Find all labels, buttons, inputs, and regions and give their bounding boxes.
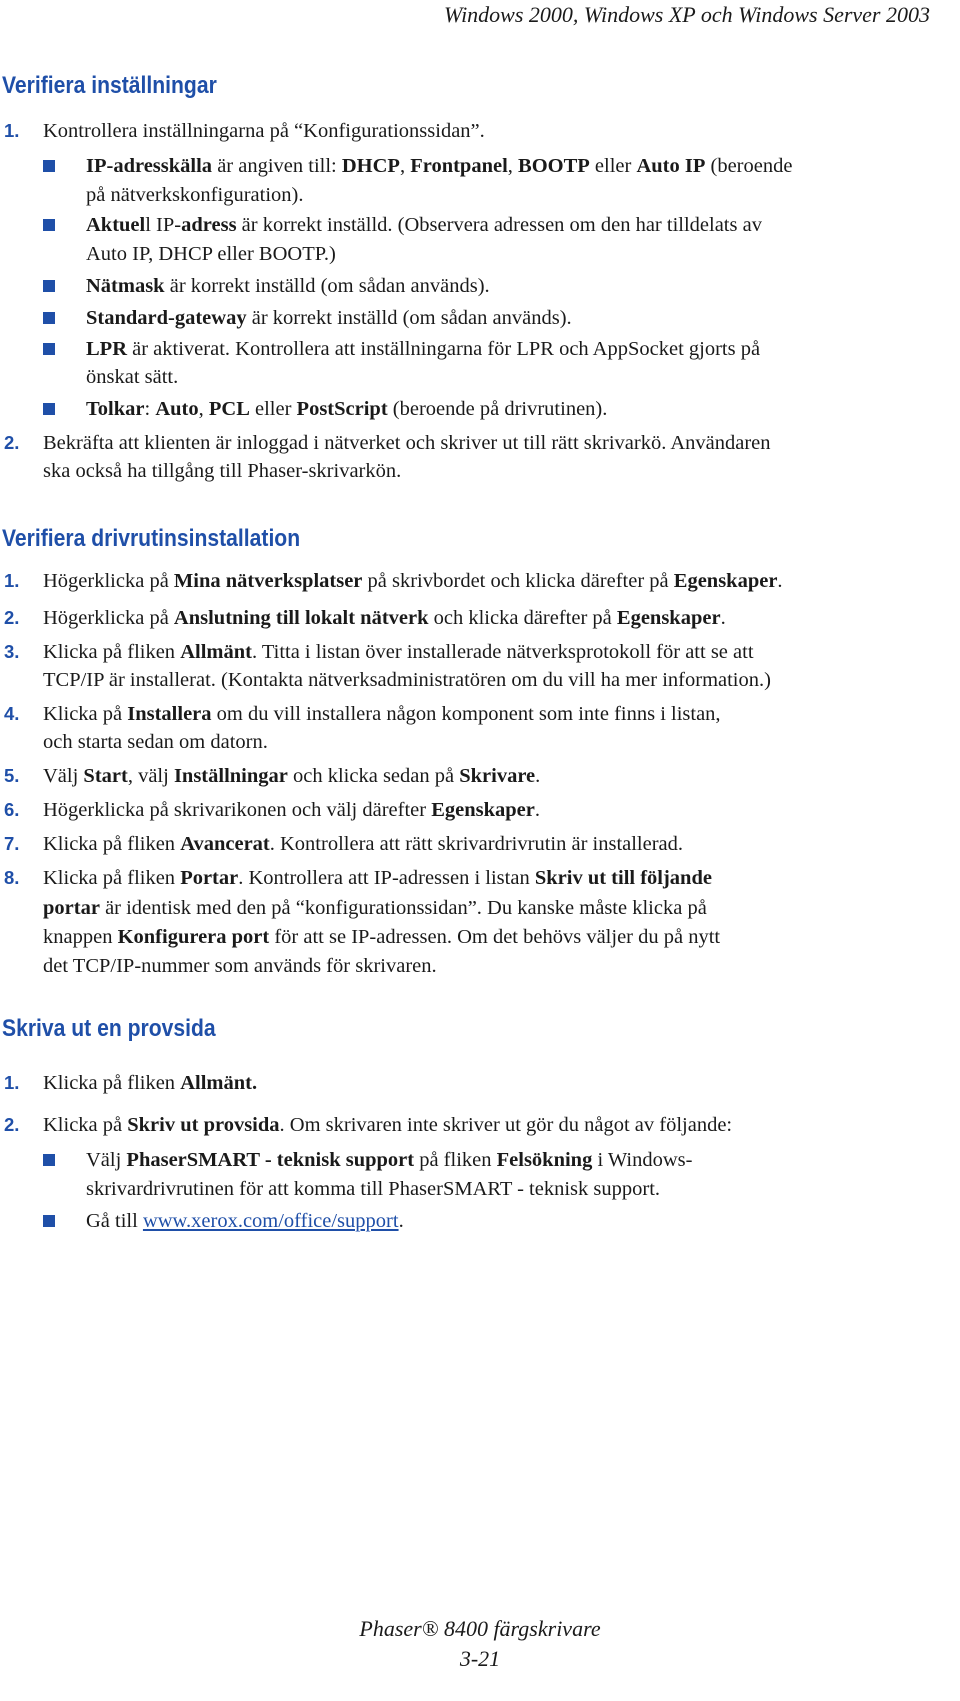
step-number: 2. xyxy=(4,1114,20,1135)
step-number: 1. xyxy=(4,1072,20,1093)
bullet-square-icon xyxy=(43,343,55,355)
step-number: 5. xyxy=(4,765,20,786)
step-number: 2. xyxy=(4,607,20,628)
step-number: 6. xyxy=(4,799,20,820)
bullet-square-icon xyxy=(43,312,55,324)
step-number: 4. xyxy=(4,703,20,724)
bullet-text: Tolkar: Auto, PCL eller PostScript (beroende på drivrutinen). xyxy=(86,398,608,420)
bullet-square-icon xyxy=(43,403,55,415)
bullet-square-icon xyxy=(43,280,55,292)
step-text: Välj Start, välj Inställningar och klicka sedan på Skrivare. xyxy=(43,765,541,787)
step-number: 1. xyxy=(4,120,20,141)
bullet-text: Gå till www.xerox.com/office/support. xyxy=(86,1210,404,1232)
bullet-text: IP-adresskälla är angiven till: DHCP, Frontpanel, BOOTP eller Auto IP (beroende xyxy=(86,155,793,177)
step-number: 2. xyxy=(4,432,20,453)
bullet-text: Standard-gateway är korrekt inställd (om sådan används). xyxy=(86,307,572,329)
step-text: Klicka på fliken Avancerat. Kontrollera att rätt skrivardrivrutin är installerad. xyxy=(43,833,684,855)
bullet-square-icon xyxy=(43,1154,55,1166)
support-link[interactable]: www.xerox.com/office/support xyxy=(142,1210,399,1232)
step-number: 3. xyxy=(4,641,20,662)
bullet-text: Välj PhaserSMART - teknisk support på fliken Felsökning i Windows- xyxy=(86,1149,693,1171)
bullet-text: Aktuell IP-adress är korrekt inställd. (Observera adressen om den har tilldelats av xyxy=(86,214,762,236)
footer-product: Phaser® 8400 färgskrivare xyxy=(359,1616,601,1641)
running-header: Windows 2000, Windows XP och Windows Server 2003 xyxy=(443,2,930,27)
step-text: Klicka på Installera om du vill installera någon komponent som inte finns i listan, xyxy=(43,703,721,725)
bullet-text: Nätmask är korrekt inställd (om sådan används). xyxy=(86,275,490,297)
step-text: Klicka på fliken Allmänt. Titta i listan över installerade nätverksprotokoll för att se att xyxy=(43,641,754,663)
step-text: Högerklicka på skrivarikonen och välj därefter Egenskaper. xyxy=(43,799,540,821)
step-number: 7. xyxy=(4,833,20,854)
document-page: Windows 2000, Windows XP och Windows Server 2003 Verifiera inställningar 1. Kontrollera inställningarna på “Konfigurationssidan”. IP-adresskälla är angiven till: DHCP, Frontpanel, BOOTP eller Auto IP (beroende på nätverkskonfiguration). Aktuell IP-adress är korrekt inställd. (Observera adressen om den har tilldelats av Auto IP, DHCP eller BOOTP.) Nätmask är korrekt inställd (om sådan används). Standard-gateway är korrekt inställd (om sådan används). LPR är aktiverat. Kontrollera att inställningarna för LPR och AppSocket gjorts på önskat sätt. Tolkar: Auto, PCL eller PostScript (beroende på drivrutinen). 2. Bekräfta att klienten är inloggad i nätverket och skriver ut till rätt skrivarkö. Användaren ska också ha tillgång till Phaser-skrivarkön. Verifiera drivrutinsinstallation 1. Högerklicka på Mina nätverksplatser på skrivbordet och klicka därefter på Egenskaper. 2. Högerklicka på Anslutning till lokalt nätverk och klicka därefter på Egenskaper. 3. Klicka på fliken Allmänt. Titta i listan över installerade nätverksprotokoll för att se att TCP/IP är installerat. (Kontakta nätverksadministratören om du vill ha mer information.) 4. Klicka på Installera om du vill installera någon komponent som inte finns i listan, och starta sedan om datorn. 5. Välj Start, välj Inställningar och klicka sedan på Skrivare. 6. Högerklicka på skrivarikonen och välj därefter Egenskaper. 7. Klicka på fliken Avancerat. Kontrollera att rätt skrivardrivrutin är installerad. 8. Klicka på fliken Portar. Kontrollera att IP-adressen i listan Skriv ut till följande portar är identisk med den på “konfigurationssidan”. Du kanske måste klicka på knappen Konfigurera port för att se IP-adressen. Om det behövs väljer du på nytt det TCP/IP-nummer som används för skrivaren. Skriva ut en provsida 1. Klicka på fliken Allmänt. 2. Klicka på Skriv ut provsida. Om skrivaren inte skriver ut gör du något av följande: Välj PhaserSMART - teknisk support på fliken Felsökning i Windows- skrivardrivrutinen för att komma till PhaserSMART - teknisk support. Gå till www.xerox.com/office/support. Phaser® 8400 färgskrivare 3-21 xyxy=(0,0,960,1701)
bullet-square-icon xyxy=(43,1215,55,1227)
heading-verify-settings: Verifiera inställningar xyxy=(2,72,217,99)
step-number: 1. xyxy=(4,570,20,591)
step-text: Högerklicka på Anslutning till lokalt nätverk och klicka därefter på Egenskaper. xyxy=(43,607,726,629)
bullet-text: LPR är aktiverat. Kontrollera att inställningarna för LPR och AppSocket gjorts på xyxy=(86,338,761,360)
bullet-square-icon xyxy=(43,219,55,231)
step-text: Klicka på fliken Allmänt. xyxy=(43,1072,258,1094)
step-number: 8. xyxy=(4,867,20,888)
step-text: Bekräfta att klienten är inloggad i nätverket och skriver ut till rätt skrivarkö. Användaren xyxy=(43,432,771,454)
heading-print-test-page: Skriva ut en provsida xyxy=(2,1015,216,1042)
heading-verify-driver: Verifiera drivrutinsinstallation xyxy=(2,525,301,552)
step-text: Högerklicka på Mina nätverksplatser på skrivbordet och klicka därefter på Egenskaper. xyxy=(43,570,783,592)
step-text: Klicka på Skriv ut provsida. Om skrivaren inte skriver ut gör du något av följande: xyxy=(43,1114,733,1136)
step-text: Kontrollera inställningarna på “Konfigurationssidan”. xyxy=(43,120,485,142)
step-text: Klicka på fliken Portar. Kontrollera att IP-adressen i listan Skriv ut till följande xyxy=(43,867,712,889)
bullet-square-icon xyxy=(43,160,55,172)
page-number: 3-21 xyxy=(459,1646,501,1671)
